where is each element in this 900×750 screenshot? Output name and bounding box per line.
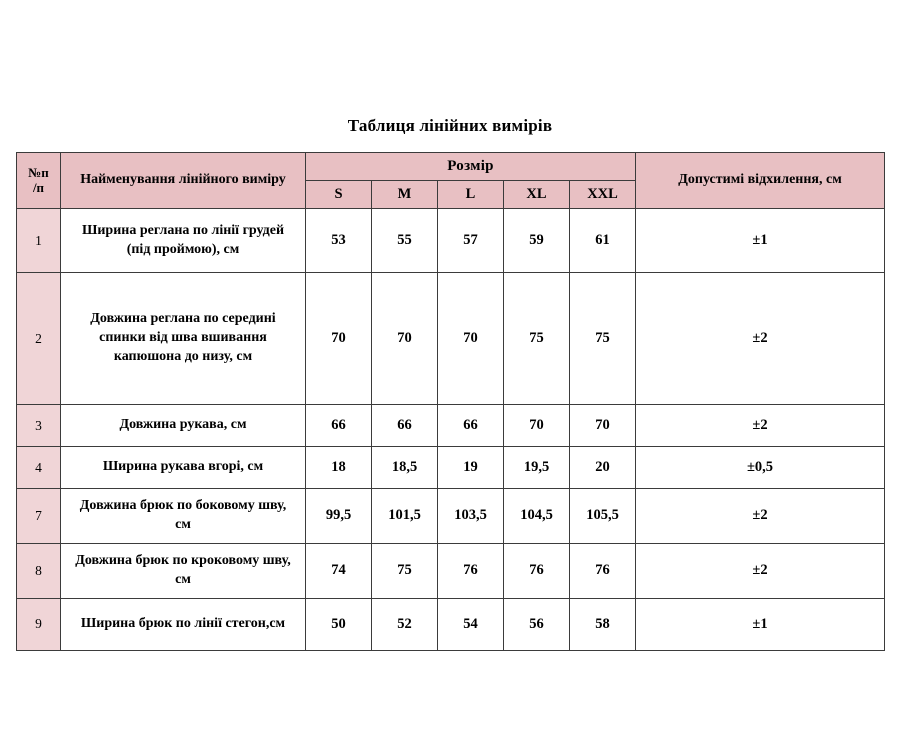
header-size-xl: XL — [504, 181, 570, 209]
table-row — [17, 209, 885, 273]
row-value-s: 18 — [306, 447, 372, 489]
row-deviation: ±0,5 — [636, 447, 885, 489]
row-measurement-name: Ширина брюк по лінії стегон,см — [61, 598, 306, 650]
row-number: 3 — [17, 405, 61, 447]
row-value-xl: 59 — [504, 209, 570, 273]
row-number: 8 — [17, 543, 61, 598]
linear-measurements-table — [16, 152, 885, 651]
row-value-l: 66 — [438, 405, 504, 447]
row-value-m: 101,5 — [372, 489, 438, 544]
table-row — [17, 273, 885, 405]
row-number: 2 — [17, 273, 61, 405]
row-value-l: 19 — [438, 447, 504, 489]
row-value-xl: 104,5 — [504, 489, 570, 544]
row-value-xl: 19,5 — [504, 447, 570, 489]
header-size-l: L — [438, 181, 504, 209]
header-number-line1: №п — [28, 164, 49, 180]
row-value-xxl: 75 — [570, 273, 636, 405]
row-number: 9 — [17, 598, 61, 650]
row-measurement-name: Довжина реглана по середині спинки від шва вшивання капюшона до низу, см — [61, 273, 306, 405]
row-value-s: 53 — [306, 209, 372, 273]
row-value-l: 57 — [438, 209, 504, 273]
header-deviation: Допустимі відхилення, см — [636, 153, 885, 209]
row-value-l: 70 — [438, 273, 504, 405]
row-number: 1 — [17, 209, 61, 273]
table-row — [17, 447, 885, 489]
row-value-xxl: 76 — [570, 543, 636, 598]
row-number: 7 — [17, 489, 61, 544]
header-size-group: Розмір — [306, 153, 636, 181]
row-value-l: 103,5 — [438, 489, 504, 544]
row-value-s: 50 — [306, 598, 372, 650]
row-value-s: 99,5 — [306, 489, 372, 544]
table-header-row-1 — [17, 153, 885, 181]
row-measurement-name: Ширина рукава вгорі, см — [61, 447, 306, 489]
row-value-xl: 76 — [504, 543, 570, 598]
row-value-xxl: 20 — [570, 447, 636, 489]
row-measurement-name: Довжина брюк по кроковому шву, см — [61, 543, 306, 598]
row-value-l: 76 — [438, 543, 504, 598]
row-measurement-name: Ширина реглана по лінії грудей (під проймою), см — [61, 209, 306, 273]
row-value-m: 52 — [372, 598, 438, 650]
table-row — [17, 543, 885, 598]
page-title: Таблиця лінійних вимірів — [347, 116, 553, 135]
row-value-m: 70 — [372, 273, 438, 405]
row-value-xl: 75 — [504, 273, 570, 405]
row-deviation: ±1 — [636, 598, 885, 650]
row-value-m: 66 — [372, 405, 438, 447]
row-value-m: 55 — [372, 209, 438, 273]
row-value-xxl: 58 — [570, 598, 636, 650]
row-value-s: 70 — [306, 273, 372, 405]
row-number: 4 — [17, 447, 61, 489]
row-value-l: 54 — [438, 598, 504, 650]
table-row — [17, 405, 885, 447]
row-value-xl: 70 — [504, 405, 570, 447]
row-value-xxl: 61 — [570, 209, 636, 273]
header-size-m: M — [372, 181, 438, 209]
header-size-xxl: XXL — [570, 181, 636, 209]
row-value-m: 18,5 — [372, 447, 438, 489]
header-number-line2: /п — [32, 179, 45, 195]
table-row — [17, 489, 885, 544]
row-value-xxl: 105,5 — [570, 489, 636, 544]
row-deviation: ±2 — [636, 543, 885, 598]
row-deviation: ±2 — [636, 273, 885, 405]
row-value-m: 75 — [372, 543, 438, 598]
table-header — [17, 153, 885, 209]
header-number — [17, 153, 61, 209]
header-size-s: S — [306, 181, 372, 209]
row-deviation: ±1 — [636, 209, 885, 273]
header-measurement-name: Найменування лінійного виміру — [61, 153, 306, 209]
row-measurement-name: Довжина рукава, см — [61, 405, 306, 447]
row-value-s: 74 — [306, 543, 372, 598]
row-deviation: ±2 — [636, 405, 885, 447]
row-value-xl: 56 — [504, 598, 570, 650]
table-body — [17, 209, 885, 651]
row-value-s: 66 — [306, 405, 372, 447]
row-value-xxl: 70 — [570, 405, 636, 447]
row-measurement-name: Довжина брюк по боковому шву, см — [61, 489, 306, 544]
row-deviation: ±2 — [636, 489, 885, 544]
table-row — [17, 598, 885, 650]
